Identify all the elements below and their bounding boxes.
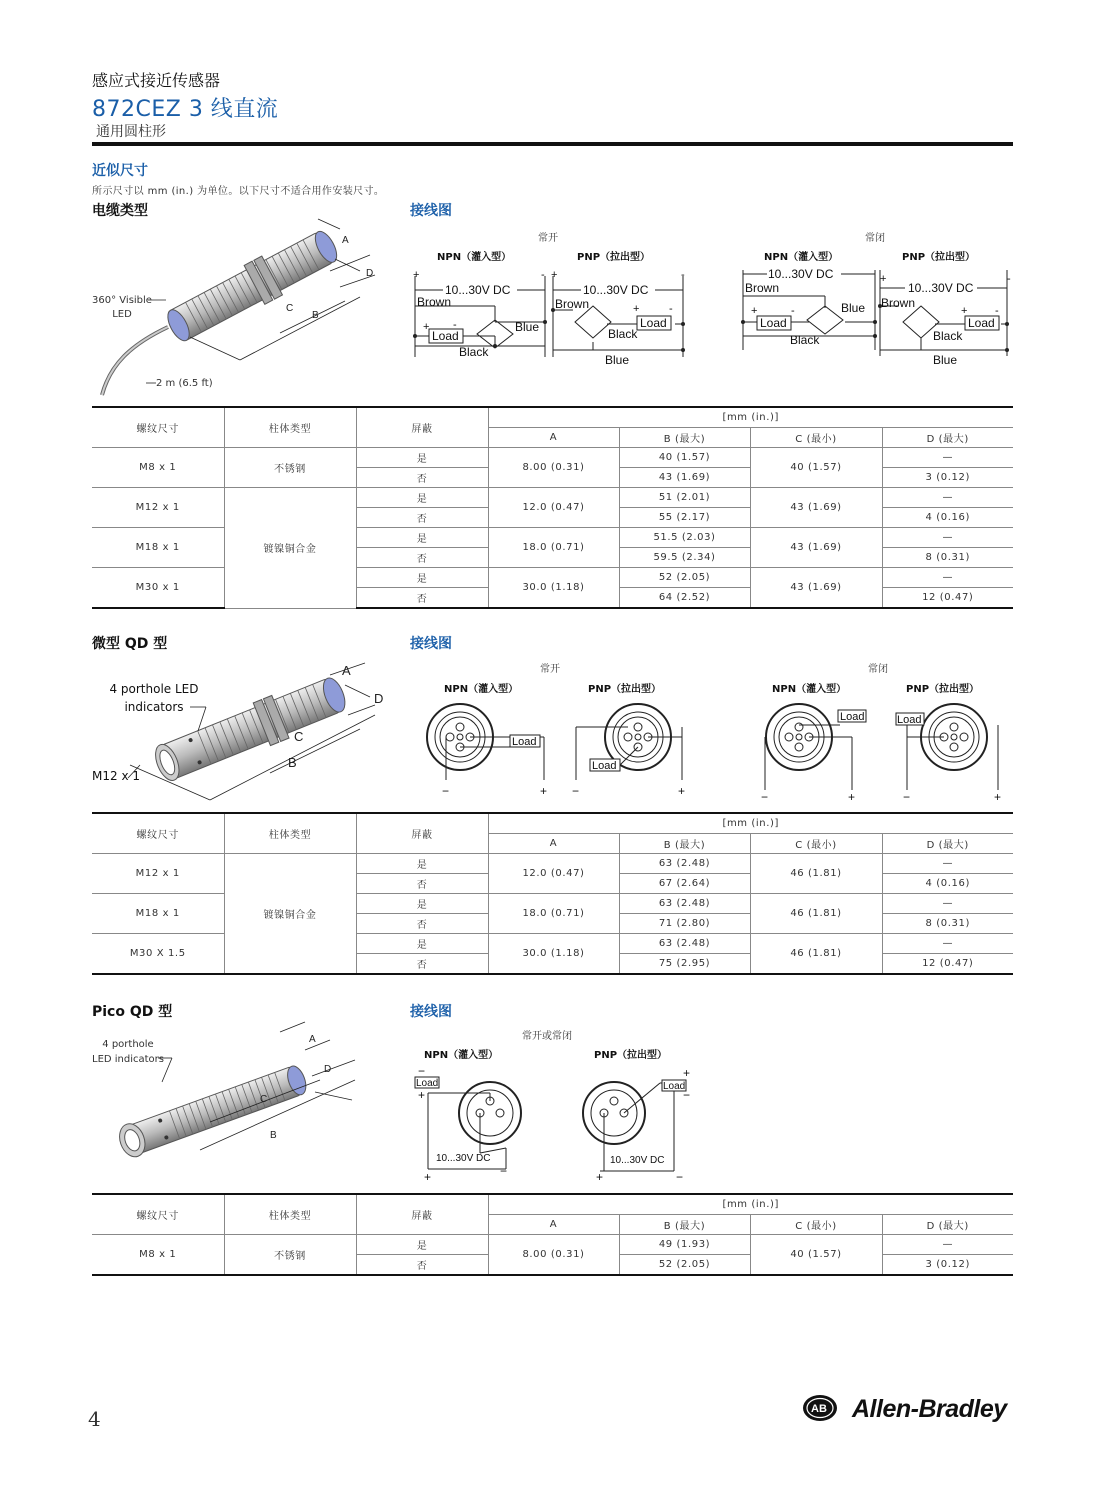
svg-text:−: −: [500, 1164, 508, 1178]
category-title: 感应式接近传感器: [92, 71, 221, 90]
svg-text:−: −: [572, 784, 580, 798]
page-number: 4: [88, 1407, 101, 1431]
svg-text:+: +: [751, 305, 758, 317]
dc-3: 10...30V DC: [768, 267, 834, 281]
svg-text:D: D: [324, 1064, 332, 1075]
svg-text:−: −: [676, 1170, 684, 1184]
micro-qd-label: 微型 QD 型: [92, 636, 168, 652]
black-3: Black: [790, 333, 820, 347]
micro-npn-nc: NPN（灌入型）: [772, 684, 847, 695]
svg-text:+: +: [961, 305, 968, 317]
svg-text:+: +: [848, 790, 856, 804]
svg-text:Load: Load: [840, 711, 865, 723]
table-row: M18 x 1 是 18.0 (0.71) 51.5 (2.03) 43 (1.69) —: [92, 528, 1013, 548]
svg-text:−: −: [442, 784, 450, 798]
micro-qd-dims-table: 螺纹尺寸 柱体类型 屏蔽 [mm (in.)] A B (最大) C (最小) D (最大) M12 x 1 镀镍铜合金 是 12.0 (0.47) 63 (2.48) 46 (1.81) — 否 67 (2.64) 4 (0.16) M18 x 1 是 18.0 (0.71) 63 (2.48) 46 (1.81) — 否 71 (2.80) 8 (0.31) M30 X 1.5 是 30.0 (1.18) 63 (2.48) 46 (1.81) — 否 75 (2.95) 12 (0.47): [92, 812, 1013, 975]
svg-text:A: A: [309, 1034, 316, 1045]
wiring-label-3: 接线图: [410, 1004, 452, 1020]
pico-qd-dims-table: 螺纹尺寸 柱体类型 屏蔽 [mm (in.)] A B (最大) C (最小) D (最大) M8 x 1 不锈钢 是 8.00 (0.31) 49 (1.93) 40 (1.57) — 否 52 (2.05) 3 (0.12): [92, 1193, 1013, 1276]
table-row: 否 55 (2.17) 4 (0.16): [92, 508, 1013, 528]
dc-2: 10...30V DC: [583, 283, 649, 297]
cable-wiring-diagrams: [405, 262, 1020, 372]
table-row: 否 71 (2.80) 8 (0.31): [92, 914, 1013, 934]
pico-qd-label: Pico QD 型: [92, 1004, 173, 1020]
pico-led-callout: 4 porthole LED indicators: [92, 1039, 164, 1065]
svg-text:C: C: [260, 1094, 268, 1105]
black-2: Black: [608, 327, 638, 341]
table-row: M8 x 1 不锈钢 是 8.00 (0.31) 49 (1.93) 40 (1.57) —: [92, 1235, 1013, 1255]
load-1: Load: [432, 329, 459, 343]
micro-pnp-nc: PNP（拉出型）: [906, 684, 980, 695]
pico-no-nc-label: 常开或常闭: [522, 1031, 572, 1042]
svg-text:+: +: [633, 303, 640, 315]
table-row: 否 64 (2.52) 12 (0.47): [92, 588, 1013, 609]
svg-text:B: B: [270, 1130, 277, 1141]
black-4: Black: [933, 329, 963, 343]
dim-c-label: C: [286, 303, 294, 314]
pnp-nc-label: PNP（拉出型）: [902, 252, 976, 263]
svg-text:+: +: [994, 790, 1002, 804]
svg-text:-: -: [681, 269, 685, 281]
svg-text:−: −: [903, 790, 911, 804]
table-row: 否 43 (1.69) 3 (0.12): [92, 468, 1013, 488]
svg-text:+: +: [678, 784, 686, 798]
cable-dims-table: [92, 406, 1013, 609]
table-row: 否 67 (2.64) 4 (0.16): [92, 874, 1013, 894]
micro-nc-label: 常闭: [868, 664, 888, 675]
svg-text:10...30V DC: 10...30V DC: [436, 1153, 491, 1164]
table-header-row: 螺纹尺寸 柱体类型 屏蔽 [mm (in.)]: [92, 407, 1013, 428]
svg-text:C: C: [294, 729, 304, 744]
approx-dims-title: 近似尺寸: [92, 163, 148, 179]
table-row: 否 52 (2.05) 3 (0.12): [92, 1255, 1013, 1276]
svg-text:+: +: [540, 784, 548, 798]
svg-text:+: +: [413, 269, 420, 281]
svg-text:Load: Load: [897, 714, 922, 726]
micro-npn-no: NPN（灌入型）: [444, 684, 519, 695]
micro-pnp-no: PNP（拉出型）: [588, 684, 662, 695]
load-2: Load: [640, 316, 667, 330]
dc-1: 10...30V DC: [445, 283, 511, 297]
svg-text:Load: Load: [416, 1078, 439, 1089]
svg-text:-: -: [1007, 273, 1011, 285]
table-row: M30 x 1 是 30.0 (1.18) 52 (2.05) 43 (1.69) —: [92, 568, 1013, 588]
load-3: Load: [760, 316, 787, 330]
micro-qd-wiring-diagrams: [420, 695, 1020, 805]
svg-text:+: +: [418, 1088, 426, 1102]
table-row: M8 x 1 不锈钢 是 8.00 (0.31) 40 (1.57) 40 (1.57) —: [92, 448, 1013, 468]
brown-4: Brown: [881, 296, 916, 310]
wiring-label-1: 接线图: [410, 203, 452, 219]
blue-1: Blue: [515, 320, 540, 334]
pico-pnp: PNP（拉出型）: [594, 1050, 668, 1061]
table-subheader-row: A B (最大) C (最小) D (最大): [92, 428, 1013, 448]
blue-2: Blue: [605, 353, 630, 367]
svg-text:A: A: [342, 663, 351, 678]
svg-text:+: +: [880, 273, 887, 285]
svg-text:-: -: [453, 319, 457, 331]
approx-dims-note: 所示尺寸以 mm (in.) 为单位。以下尺寸不适合用作安装尺寸。: [92, 186, 385, 197]
npn-nc-label: NPN（灌入型）: [764, 252, 839, 263]
dim-b-label: B: [312, 310, 319, 321]
led-indicators-callout: 4 porthole LED indicators: [109, 682, 199, 714]
svg-text:B: B: [288, 755, 297, 770]
table-row: M30 X 1.5 是 30.0 (1.18) 63 (2.48) 46 (1.81) —: [92, 934, 1013, 954]
brown-2: Brown: [555, 297, 590, 311]
svg-text:+: +: [596, 1170, 604, 1184]
subtitle: 通用圆柱形: [96, 124, 166, 140]
cable-length-callout: 2 m (6.5 ft): [156, 378, 213, 389]
micro-no-label: 常开: [540, 664, 560, 675]
svg-text:AB: AB: [811, 1403, 827, 1415]
table-row: M18 x 1 是 18.0 (0.71) 63 (2.48) 46 (1.81) —: [92, 894, 1013, 914]
svg-text:10...30V DC: 10...30V DC: [610, 1155, 665, 1166]
pnp-no-label: PNP（拉出型）: [577, 252, 651, 263]
dc-4: 10...30V DC: [908, 281, 974, 295]
wiring-no-label: 常开: [538, 233, 558, 244]
svg-text:+: +: [551, 269, 558, 281]
svg-text:−: −: [418, 1064, 426, 1078]
model-title: 872CEZ 3 线直流: [92, 97, 279, 122]
svg-text:−: −: [683, 1088, 691, 1102]
dim-a-label: A: [342, 235, 349, 246]
brown-3: Brown: [745, 281, 780, 295]
load-4: Load: [968, 316, 995, 330]
npn-no-label: NPN（灌入型）: [437, 252, 512, 263]
table-row: 否 75 (2.95) 12 (0.47): [92, 954, 1013, 975]
table-row: M12 x 1 镀镍铜合金 是 12.0 (0.47) 63 (2.48) 46 (1.81) —: [92, 854, 1013, 874]
wiring-nc-label: 常闭: [865, 233, 885, 244]
svg-text:D: D: [374, 691, 384, 706]
svg-text:-: -: [541, 269, 545, 281]
black-1: Black: [459, 345, 489, 359]
pico-npn: NPN（灌入型）: [424, 1050, 499, 1061]
blue-3: Blue: [841, 301, 866, 315]
svg-text:Load: Load: [663, 1081, 686, 1092]
svg-text:-: -: [669, 303, 673, 315]
led-callout: 360° Visible LED: [92, 295, 152, 320]
svg-text:-: -: [791, 305, 795, 317]
svg-text:+: +: [423, 321, 430, 333]
svg-text:-: -: [995, 305, 999, 317]
svg-text:+: +: [424, 1170, 432, 1184]
svg-text:Load: Load: [512, 736, 537, 748]
brown-1: Brown: [417, 295, 452, 309]
table-row: M12 x 1 镀镍铜合金 是 12.0 (0.47) 51 (2.01) 43 (1.69) —: [92, 488, 1013, 508]
header-rule: [92, 142, 1013, 146]
blue-4: Blue: [933, 353, 958, 367]
dim-d-label: D: [366, 268, 374, 279]
svg-text:−: −: [761, 790, 769, 804]
table-row: 否 59.5 (2.34) 8 (0.31): [92, 548, 1013, 568]
cable-type-label: 电缆类型: [92, 203, 148, 219]
ab-logo-icon: [802, 1394, 838, 1422]
thread-callout: M12 x 1: [92, 769, 140, 783]
wiring-label-2: 接线图: [410, 636, 452, 652]
pico-qd-wiring-diagrams: [410, 1063, 700, 1183]
brand-name: Allen-Bradley: [852, 1395, 1007, 1423]
svg-text:+: +: [683, 1066, 691, 1080]
svg-text:Load: Load: [592, 760, 617, 772]
